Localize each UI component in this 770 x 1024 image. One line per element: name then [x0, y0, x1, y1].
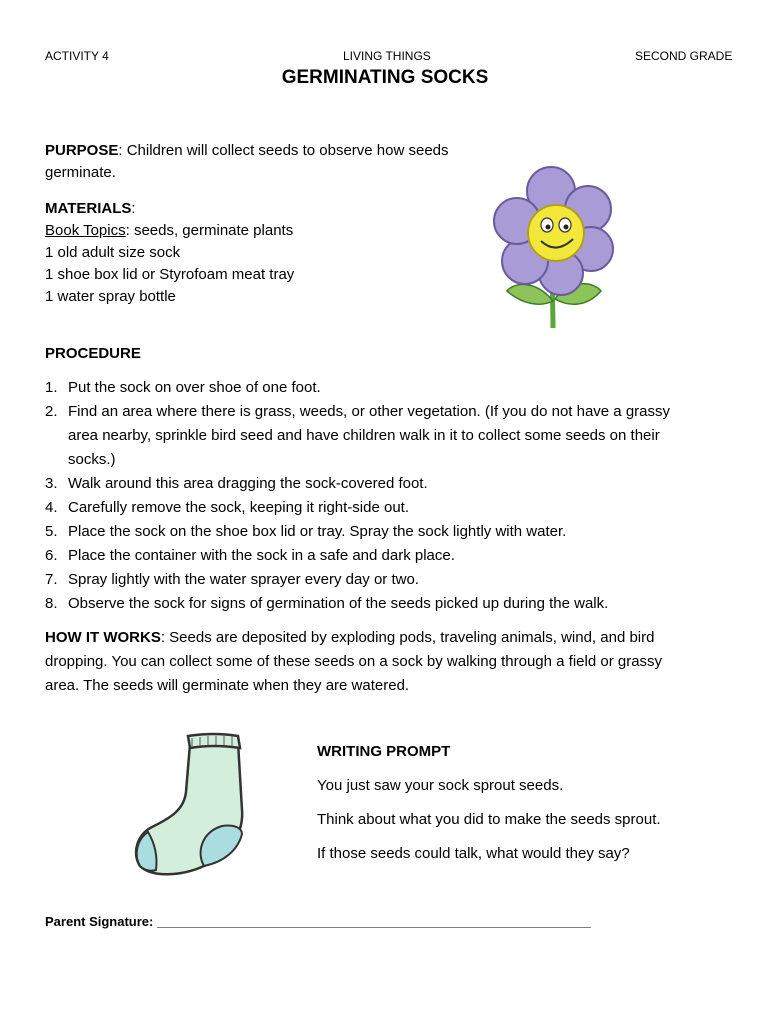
- writing-prompt-heading: WRITING PROMPT: [317, 743, 451, 760]
- procedure-heading: PROCEDURE: [45, 345, 141, 362]
- procedure-step: [45, 400, 735, 472]
- writing-prompt-line: You just saw your sock sprout seeds.: [317, 777, 564, 794]
- sock-icon: [130, 730, 260, 880]
- book-topics-label: Book Topics: [45, 222, 126, 239]
- smiling-flower-icon: [493, 163, 623, 333]
- step-text: Place the sock on the shoe box lid or tray. Spray the sock lightly with water.: [68, 523, 567, 540]
- procedure-step: [45, 376, 735, 400]
- book-topics-text: : seeds, germinate plants: [125, 222, 294, 239]
- step-number: 8.: [45, 595, 58, 612]
- procedure-step: [45, 496, 735, 520]
- step-text: Carefully remove the sock, keeping it right-side out.: [68, 499, 409, 516]
- procedure-list: [45, 376, 735, 616]
- step-text: Put the sock on over shoe of one foot.: [68, 379, 321, 396]
- how-it-works-text: : Seeds are deposited by exploding pods, traveling animals, wind, and bird: [160, 629, 655, 646]
- purpose-section: [45, 140, 485, 184]
- material-item: 1 water spray bottle: [45, 288, 176, 305]
- step-text: Place the container with the sock in a safe and dark place.: [68, 547, 455, 564]
- writing-prompt-line: If those seeds could talk, what would they say?: [317, 845, 630, 862]
- writing-prompt-line: Think about what you did to make the seeds sprout.: [317, 811, 661, 828]
- step-text: Spray lightly with the water sprayer every day or two.: [68, 571, 419, 588]
- materials-heading: MATERIALS: [45, 200, 132, 217]
- material-item: 1 old adult size sock: [45, 244, 181, 261]
- parent-signature: [45, 914, 591, 929]
- signature-line[interactable]: ____________________________________________________________: [156, 914, 591, 929]
- purpose-text-continued: germinate.: [45, 164, 116, 181]
- step-text: Find an area where there is grass, weeds, or other vegetation. (If you do not have a grassy: [68, 403, 670, 420]
- step-text: area nearby, sprinkle bird seed and have children walk in it to collect some seeds on their: [68, 427, 660, 444]
- procedure-step: [45, 568, 735, 592]
- step-number: 2.: [45, 403, 58, 420]
- step-text: Observe the sock for signs of germination of the seeds picked up during the walk.: [68, 595, 609, 612]
- how-it-works-text: area. The seeds will germinate when they are watered.: [45, 677, 410, 694]
- how-it-works-section: [45, 626, 735, 698]
- procedure-step: [45, 472, 735, 496]
- step-number: 1.: [45, 379, 58, 396]
- step-text: socks.): [68, 451, 116, 468]
- how-it-works-heading: HOW IT WORKS: [45, 629, 161, 646]
- materials-section: [45, 198, 485, 308]
- page-title: GERMINATING SOCKS: [281, 67, 489, 88]
- grade-label: SECOND GRADE: [635, 49, 733, 63]
- unit-label: LIVING THINGS: [343, 49, 431, 63]
- step-number: 6.: [45, 547, 58, 564]
- material-item: 1 shoe box lid or Styrofoam meat tray: [45, 266, 295, 283]
- signature-label: Parent Signature:: [45, 914, 157, 929]
- procedure-step: [45, 520, 735, 544]
- activity-label: ACTIVITY 4: [45, 49, 109, 63]
- purpose-heading: PURPOSE: [45, 142, 119, 159]
- step-text: Walk around this area dragging the sock-covered foot.: [68, 475, 428, 492]
- step-number: 7.: [45, 571, 58, 588]
- procedure-step: [45, 592, 735, 616]
- how-it-works-text: dropping. You can collect some of these seeds on a sock by walking through a field or grassy: [45, 653, 663, 670]
- step-number: 4.: [45, 499, 58, 516]
- step-number: 3.: [45, 475, 58, 492]
- writing-prompt-section: [317, 743, 737, 879]
- purpose-text: : Children will collect seeds to observe how seeds: [118, 142, 449, 159]
- procedure-step: [45, 544, 735, 568]
- step-number: 5.: [45, 523, 58, 540]
- materials-colon: :: [131, 200, 136, 217]
